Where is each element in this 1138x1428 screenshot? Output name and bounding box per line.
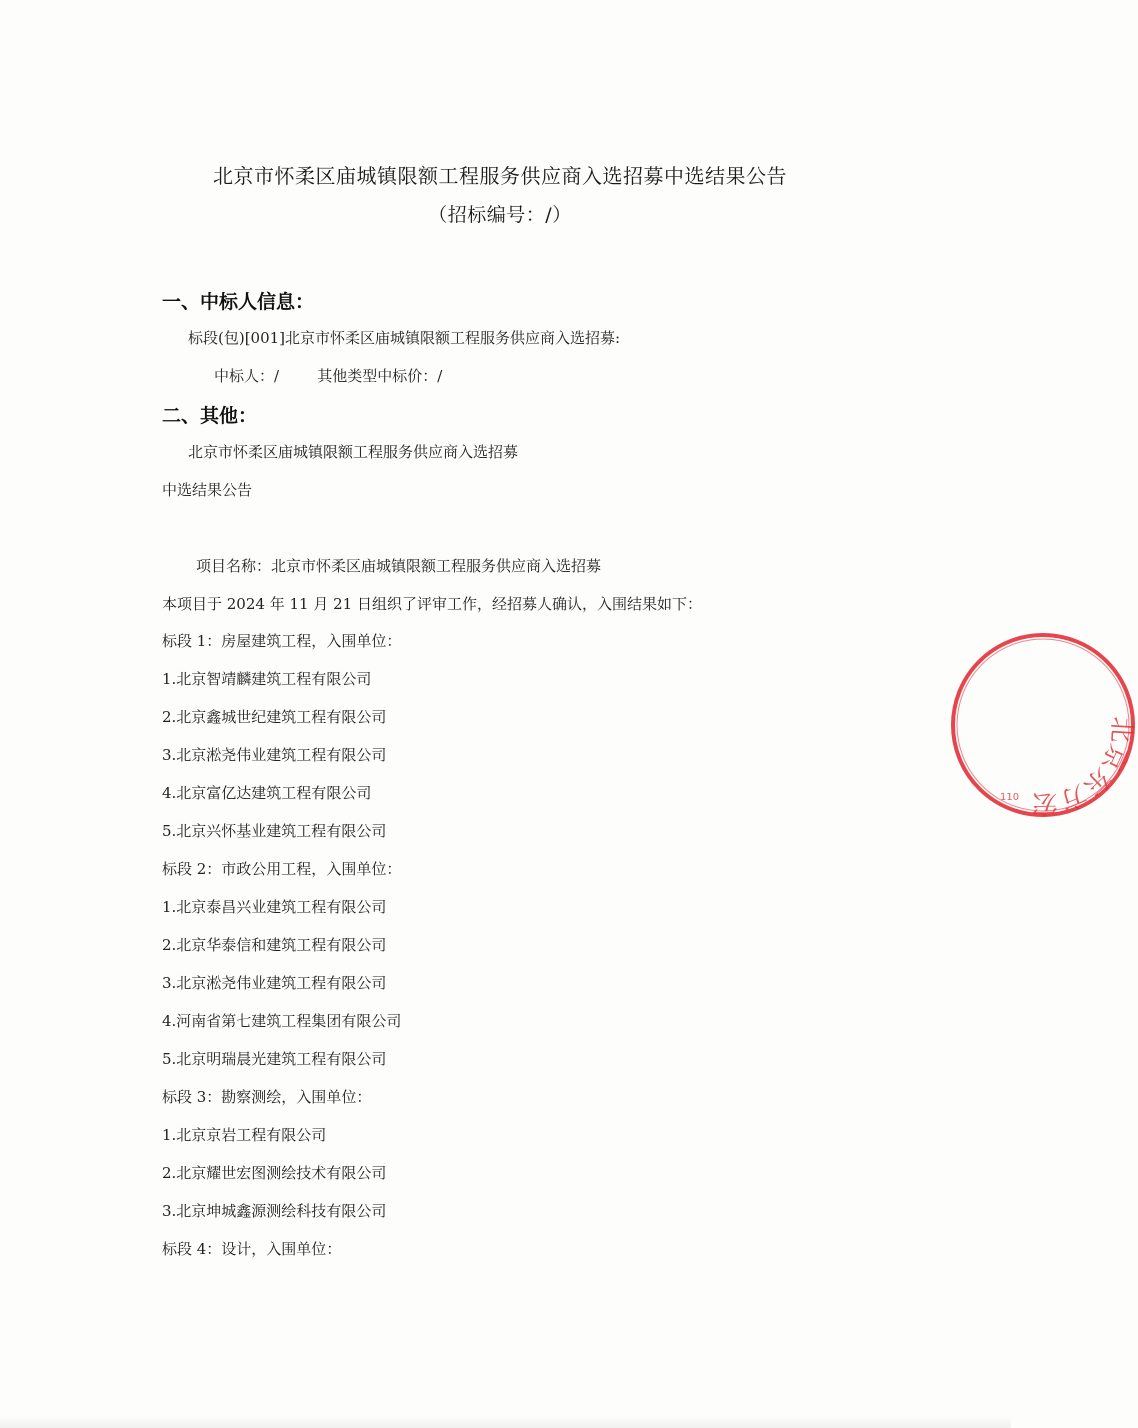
tender-number: （招标编号：/） <box>428 204 572 226</box>
lot-header: 标段 3：勘察测绘，入围单位： <box>162 1088 372 1106</box>
lot-header: 标段 4：设计，入围单位： <box>162 1240 342 1258</box>
list-item: 3.北京淞尧伟业建筑工程有限公司 <box>162 974 387 992</box>
list-item: 2.北京鑫城世纪建筑工程有限公司 <box>162 708 387 726</box>
list-item: 4.河南省第七建筑工程集团有限公司 <box>162 1012 402 1030</box>
other-body-line-2: 中选结果公告 <box>162 481 253 499</box>
list-item: 5.北京明瑞晨光建筑工程有限公司 <box>162 1050 387 1068</box>
list-item: 2.北京华泰信和建筑工程有限公司 <box>162 936 387 954</box>
list-item: 3.北京淞尧伟业建筑工程有限公司 <box>162 746 387 764</box>
other-body-line-1: 北京市怀柔区庙城镇限额工程服务供应商入选招募 <box>188 443 519 461</box>
section-heading-winner-info: 一、中标人信息： <box>162 291 315 313</box>
project-name: 项目名称：北京市怀柔区庙城镇限额工程服务供应商入选招募 <box>196 557 602 575</box>
seal-text: 北京东方宏 <box>1031 715 1137 819</box>
list-item: 1.北京泰昌兴业建筑工程有限公司 <box>162 898 387 916</box>
list-item: 3.北京坤城鑫源测绘科技有限公司 <box>162 1202 387 1220</box>
intro-line: 本项目于 2024 年 11 月 21 日组织了评审工作，经招募人确认，入围结果如下： <box>162 595 702 613</box>
list-item: 4.北京富亿达建筑工程有限公司 <box>162 784 372 802</box>
section-heading-other: 二、其他： <box>162 405 258 427</box>
document-title: 北京市怀柔区庙城镇限额工程服务供应商入选招募中选结果公告 <box>213 164 787 188</box>
list-item: 2.北京耀世宏图测绘技术有限公司 <box>162 1164 387 1182</box>
winner-line: 中标人：/ 其他类型中标价：/ <box>214 367 443 385</box>
scan-edge-shadow <box>0 1416 1011 1428</box>
package-line: 标段(包)[001]北京市怀柔区庙城镇限额工程服务供应商入选招募: <box>188 329 621 347</box>
list-item: 1.北京京岩工程有限公司 <box>162 1126 327 1144</box>
seal-number: 110 <box>1000 792 1020 803</box>
company-seal <box>948 630 1138 820</box>
list-item: 1.北京智靖麟建筑工程有限公司 <box>162 670 372 688</box>
svg-text:北京东方宏 <box>1031 716 1136 819</box>
lot-header: 标段 2：市政公用工程，入围单位： <box>162 860 402 878</box>
lot-header: 标段 1：房屋建筑工程，入围单位： <box>162 632 402 650</box>
list-item: 5.北京兴怀基业建筑工程有限公司 <box>162 822 387 840</box>
